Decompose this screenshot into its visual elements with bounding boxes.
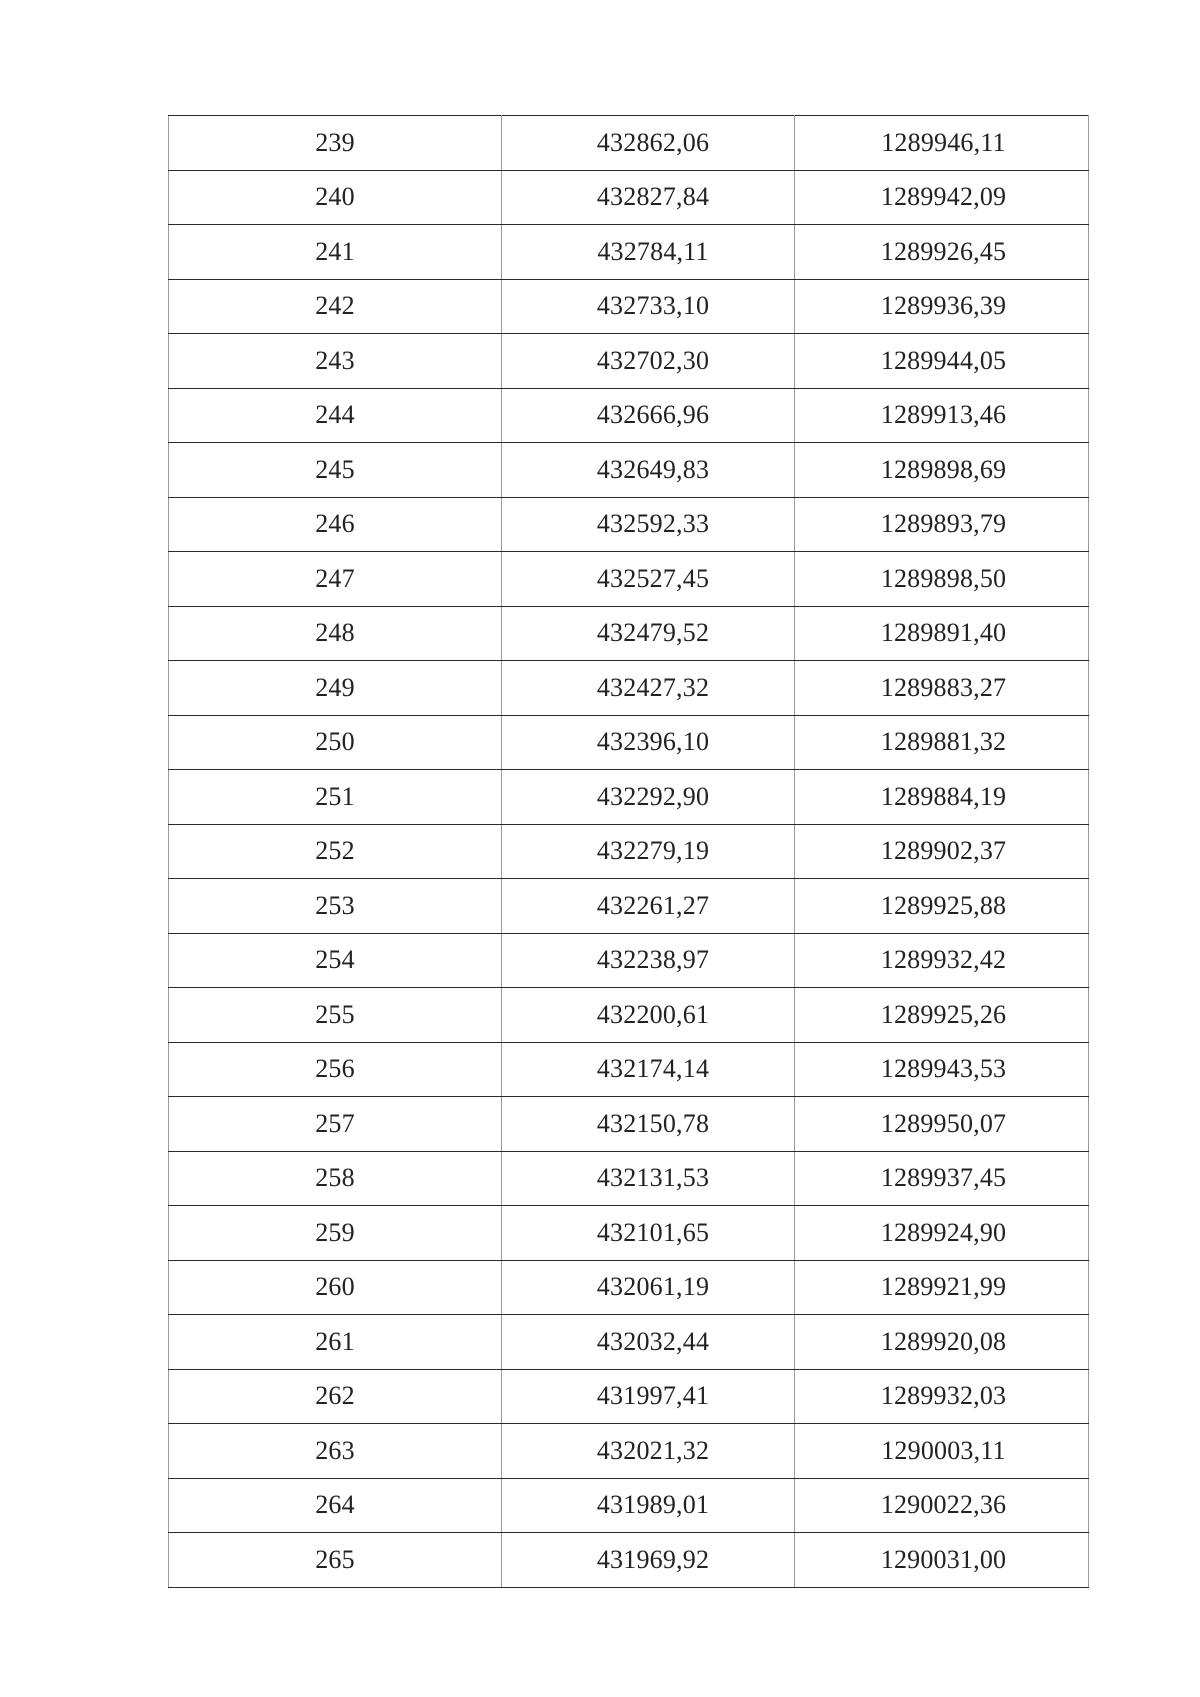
y-coordinate-cell: 1289893,79 bbox=[795, 497, 1089, 552]
table-row bbox=[169, 770, 1089, 825]
x-coordinate-cell: 432592,33 bbox=[502, 497, 795, 552]
x-coordinate-cell: 432061,19 bbox=[502, 1260, 795, 1315]
y-coordinate-cell: 1289925,26 bbox=[795, 988, 1089, 1043]
point-number-cell: 240 bbox=[169, 170, 502, 225]
table-row bbox=[169, 116, 1089, 171]
x-coordinate-cell: 432479,52 bbox=[502, 606, 795, 661]
table-row bbox=[169, 1260, 1089, 1315]
x-coordinate-cell: 432649,83 bbox=[502, 443, 795, 498]
point-number-cell: 264 bbox=[169, 1478, 502, 1533]
point-number-cell: 250 bbox=[169, 715, 502, 770]
table-row bbox=[169, 1533, 1089, 1588]
point-number-cell: 241 bbox=[169, 225, 502, 280]
y-coordinate-cell: 1289891,40 bbox=[795, 606, 1089, 661]
x-coordinate-cell: 432733,10 bbox=[502, 279, 795, 334]
table-row bbox=[169, 388, 1089, 443]
point-number-cell: 258 bbox=[169, 1151, 502, 1206]
table-row bbox=[169, 1097, 1089, 1152]
x-coordinate-cell: 431997,41 bbox=[502, 1369, 795, 1424]
y-coordinate-cell: 1289924,90 bbox=[795, 1206, 1089, 1261]
point-number-cell: 242 bbox=[169, 279, 502, 334]
point-number-cell: 259 bbox=[169, 1206, 502, 1261]
point-number-cell: 257 bbox=[169, 1097, 502, 1152]
table-row bbox=[169, 279, 1089, 334]
y-coordinate-cell: 1289946,11 bbox=[795, 116, 1089, 171]
x-coordinate-cell: 432200,61 bbox=[502, 988, 795, 1043]
x-coordinate-cell: 432279,19 bbox=[502, 824, 795, 879]
y-coordinate-cell: 1290022,36 bbox=[795, 1478, 1089, 1533]
point-number-cell: 262 bbox=[169, 1369, 502, 1424]
x-coordinate-cell: 431969,92 bbox=[502, 1533, 795, 1588]
table-row bbox=[169, 1369, 1089, 1424]
point-number-cell: 261 bbox=[169, 1315, 502, 1370]
table-row bbox=[169, 1478, 1089, 1533]
point-number-cell: 244 bbox=[169, 388, 502, 443]
table-row bbox=[169, 661, 1089, 716]
x-coordinate-cell: 432032,44 bbox=[502, 1315, 795, 1370]
point-number-cell: 265 bbox=[169, 1533, 502, 1588]
y-coordinate-cell: 1289913,46 bbox=[795, 388, 1089, 443]
x-coordinate-cell: 431989,01 bbox=[502, 1478, 795, 1533]
y-coordinate-cell: 1289902,37 bbox=[795, 824, 1089, 879]
coordinates-table bbox=[168, 115, 1089, 1588]
table-row bbox=[169, 879, 1089, 934]
y-coordinate-cell: 1290003,11 bbox=[795, 1424, 1089, 1479]
y-coordinate-cell: 1289942,09 bbox=[795, 170, 1089, 225]
x-coordinate-cell: 432150,78 bbox=[502, 1097, 795, 1152]
y-coordinate-cell: 1289898,69 bbox=[795, 443, 1089, 498]
y-coordinate-cell: 1289926,45 bbox=[795, 225, 1089, 280]
y-coordinate-cell: 1289936,39 bbox=[795, 279, 1089, 334]
x-coordinate-cell: 432261,27 bbox=[502, 879, 795, 934]
table-row bbox=[169, 988, 1089, 1043]
y-coordinate-cell: 1289944,05 bbox=[795, 334, 1089, 389]
table-row bbox=[169, 824, 1089, 879]
x-coordinate-cell: 432021,32 bbox=[502, 1424, 795, 1479]
x-coordinate-cell: 432666,96 bbox=[502, 388, 795, 443]
point-number-cell: 248 bbox=[169, 606, 502, 661]
table-row bbox=[169, 552, 1089, 607]
table-row bbox=[169, 933, 1089, 988]
y-coordinate-cell: 1289881,32 bbox=[795, 715, 1089, 770]
x-coordinate-cell: 432527,45 bbox=[502, 552, 795, 607]
y-coordinate-cell: 1289932,42 bbox=[795, 933, 1089, 988]
point-number-cell: 251 bbox=[169, 770, 502, 825]
y-coordinate-cell: 1289943,53 bbox=[795, 1042, 1089, 1097]
y-coordinate-cell: 1289883,27 bbox=[795, 661, 1089, 716]
point-number-cell: 256 bbox=[169, 1042, 502, 1097]
table-row bbox=[169, 1151, 1089, 1206]
point-number-cell: 254 bbox=[169, 933, 502, 988]
point-number-cell: 263 bbox=[169, 1424, 502, 1479]
point-number-cell: 245 bbox=[169, 443, 502, 498]
table-row bbox=[169, 1424, 1089, 1479]
table-row bbox=[169, 170, 1089, 225]
y-coordinate-cell: 1289920,08 bbox=[795, 1315, 1089, 1370]
point-number-cell: 249 bbox=[169, 661, 502, 716]
point-number-cell: 246 bbox=[169, 497, 502, 552]
y-coordinate-cell: 1289898,50 bbox=[795, 552, 1089, 607]
y-coordinate-cell: 1289921,99 bbox=[795, 1260, 1089, 1315]
y-coordinate-cell: 1289884,19 bbox=[795, 770, 1089, 825]
x-coordinate-cell: 432784,11 bbox=[502, 225, 795, 280]
table-row bbox=[169, 1315, 1089, 1370]
point-number-cell: 243 bbox=[169, 334, 502, 389]
table-row bbox=[169, 225, 1089, 280]
x-coordinate-cell: 432396,10 bbox=[502, 715, 795, 770]
x-coordinate-cell: 432131,53 bbox=[502, 1151, 795, 1206]
y-coordinate-cell: 1289925,88 bbox=[795, 879, 1089, 934]
x-coordinate-cell: 432862,06 bbox=[502, 116, 795, 171]
x-coordinate-cell: 432827,84 bbox=[502, 170, 795, 225]
x-coordinate-cell: 432174,14 bbox=[502, 1042, 795, 1097]
x-coordinate-cell: 432238,97 bbox=[502, 933, 795, 988]
y-coordinate-cell: 1289932,03 bbox=[795, 1369, 1089, 1424]
x-coordinate-cell: 432101,65 bbox=[502, 1206, 795, 1261]
y-coordinate-cell: 1289937,45 bbox=[795, 1151, 1089, 1206]
x-coordinate-cell: 432292,90 bbox=[502, 770, 795, 825]
point-number-cell: 247 bbox=[169, 552, 502, 607]
point-number-cell: 239 bbox=[169, 116, 502, 171]
table-row bbox=[169, 1206, 1089, 1261]
coordinates-table-body bbox=[169, 116, 1089, 1588]
x-coordinate-cell: 432427,32 bbox=[502, 661, 795, 716]
table-row bbox=[169, 715, 1089, 770]
table-row bbox=[169, 334, 1089, 389]
table-row bbox=[169, 606, 1089, 661]
table-row bbox=[169, 497, 1089, 552]
y-coordinate-cell: 1289950,07 bbox=[795, 1097, 1089, 1152]
table-row bbox=[169, 1042, 1089, 1097]
point-number-cell: 260 bbox=[169, 1260, 502, 1315]
y-coordinate-cell: 1290031,00 bbox=[795, 1533, 1089, 1588]
point-number-cell: 253 bbox=[169, 879, 502, 934]
x-coordinate-cell: 432702,30 bbox=[502, 334, 795, 389]
point-number-cell: 255 bbox=[169, 988, 502, 1043]
table-row bbox=[169, 443, 1089, 498]
point-number-cell: 252 bbox=[169, 824, 502, 879]
